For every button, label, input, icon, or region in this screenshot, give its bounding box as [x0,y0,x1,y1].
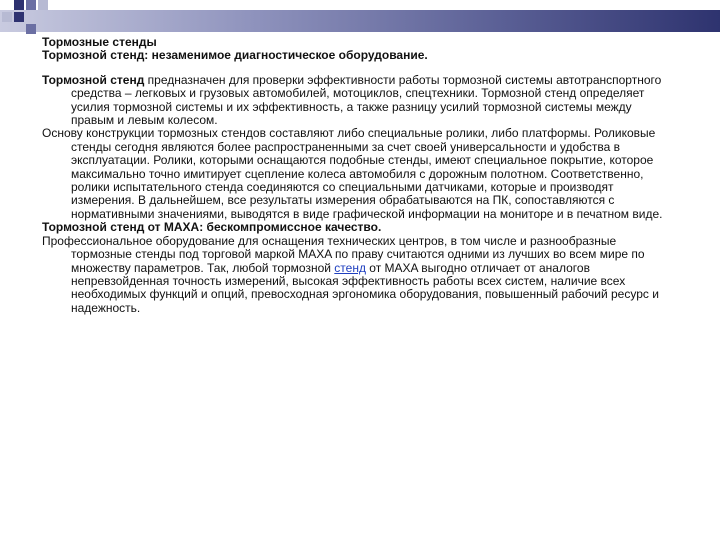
heading-brake-stands: Тормозные стенды [42,35,157,49]
decorative-top-banner [0,10,720,32]
paragraph-purpose-term: Тормозной стенд [42,72,145,87]
decorative-square [26,24,36,34]
decorative-square [38,0,48,10]
paragraph-maxa-text-before: Профессиональное оборудование для оснащения технических центров, в том числе и разнообразные тормозные стенды под торговой маркой MAXA по праву считаются одними из лучших во всем мире по множеству параметров. Так, любой тормозной [42,233,645,275]
decorative-square [2,12,12,22]
heading-diagnostic-equipment: Тормозной стенд: незаменимое диагностическое оборудование. [42,48,428,63]
stand-link[interactable]: стенд [334,260,366,275]
heading-maxa-quality: Тормозной стенд от MAXA: бескомпромиссное качество. [42,220,382,235]
decorative-square [26,0,36,10]
paragraph-maxa-text-after: от MAXA выгодно отличает от аналогов непревзойденная точность измерений, высокая эффективность работы всех систем, наличие всех необходимых функций и опций, превосходная эргономика оборудования, повышенный рабочий ресурс и надежность. [71,260,659,315]
paragraph-purpose-text: предназначен для проверки эффективности работы тормозной системы автотранспортного средства – легковых и грузовых автомобилей, мотоциклов, спецтехники. Тормозной стенд определяет усилия тормозной системы и их эффективность, а также разницу усилий тормозной системы между правым и левым колесом. [71,72,662,128]
paragraph-construction: Основу конструкции тормозных стендов составляют либо специальные ролики, либо платформы. Роликовые стенды сегодня являются более распространенными за счет своей универсальности и удобства в эксплуатации. Ролики, которыми оснащаются подобные стенды, имеют специальное покрытие, которое максимально точно имитирует сцепление колеса автомобиля с дорожным полотном. Соответственно, ролики испытательного стенда соединяются со специальными датчиками, которые и производят измерения. В дальнейшем, все результаты измерения обрабатываются на ПК, сопоставляются с нормативными значениями, выводятся в виде графической информации на мониторе и в печатном виде. [42,126,663,221]
decorative-square [14,12,24,22]
decorative-square [14,0,24,10]
paragraph-maxa [42,235,672,315]
paragraph-purpose [42,74,672,128]
slide-body [42,36,672,315]
